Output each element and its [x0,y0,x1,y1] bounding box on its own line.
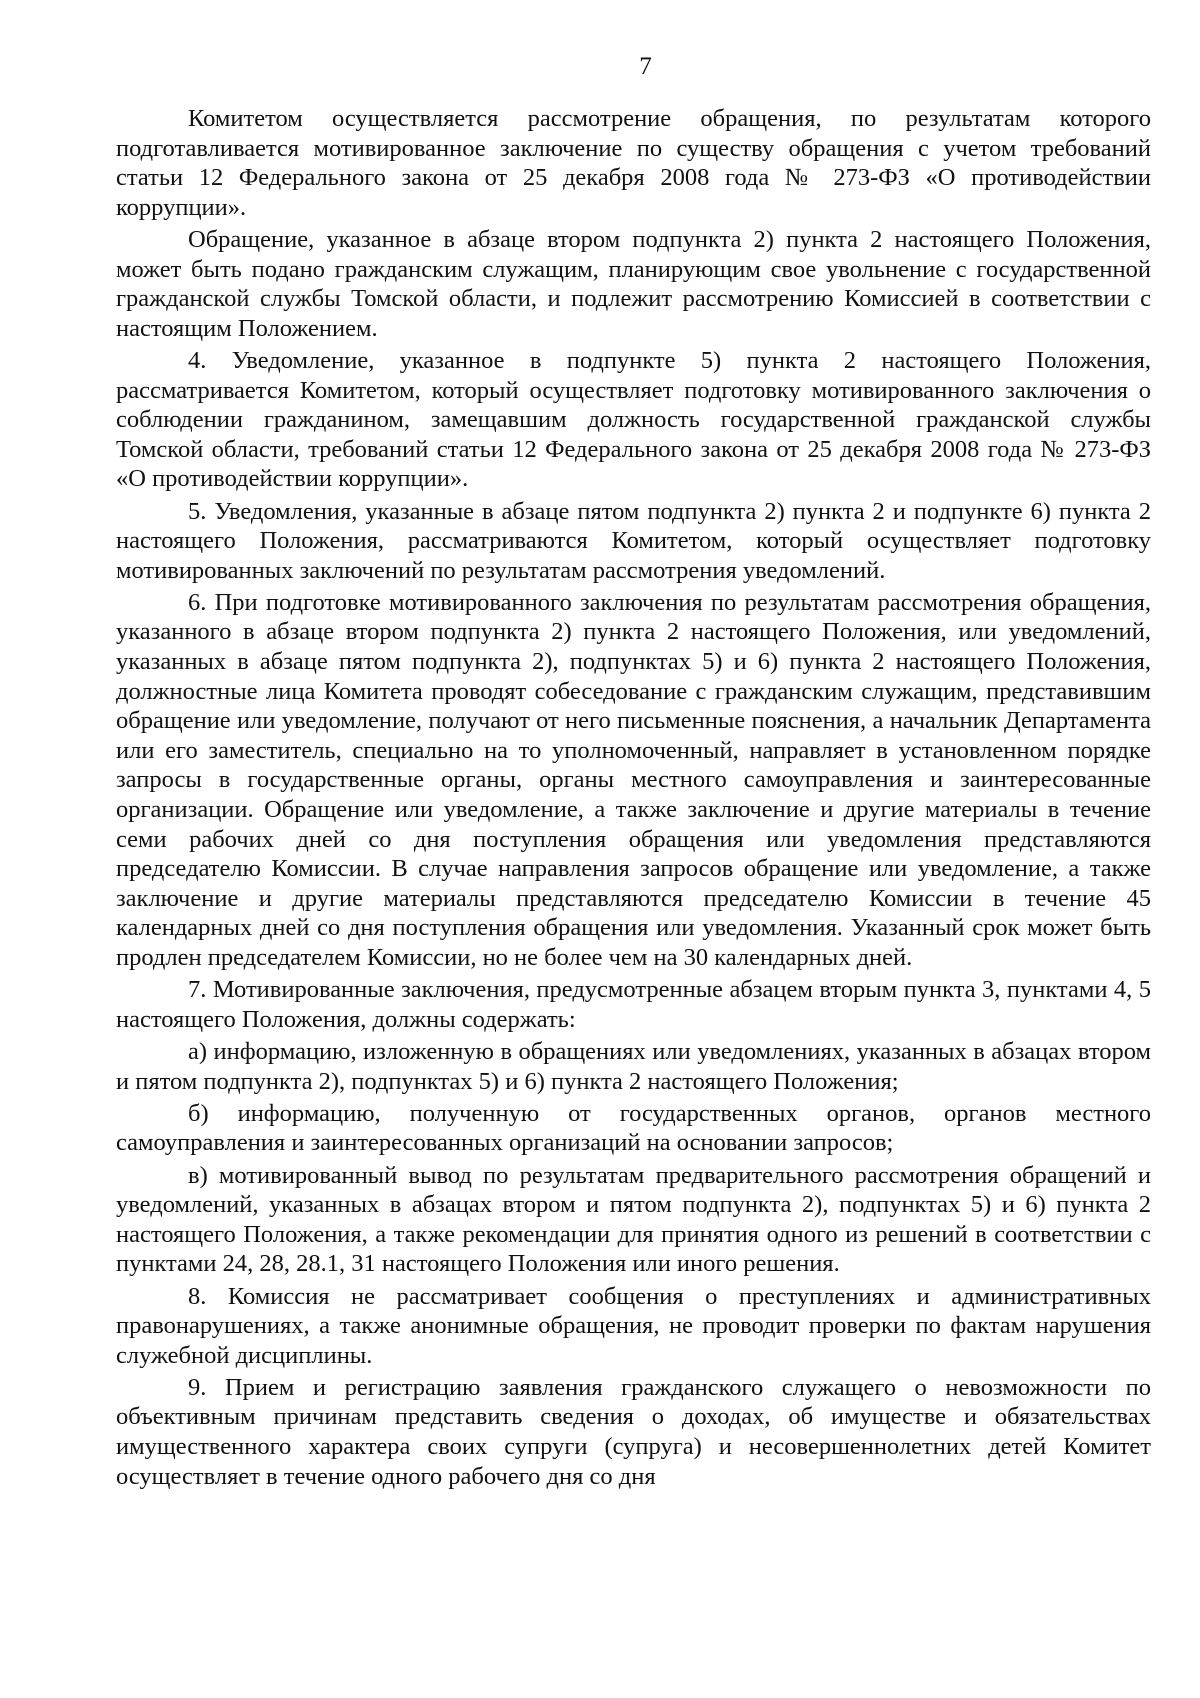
paragraph-item-6: 6. При подготовке мотивированного заключения по результатам рассмотрения обращения, указанного в абзаце втором подпункта 2) пункта 2 настоящего Положения, или уведомлений, указанных в абзаце пятом подпункта 2), подпунктах 5) и 6) пункта 2 настоящего Положения, должностные лица Комитета проводят собеседование с гражданским служащим, представившим обращение или уведомление, получают от него письменные пояснения, а начальник Департамента или его заместитель, специально на то уполномоченный, направляет в установленном порядке запросы в государственные органы, органы местного самоуправления и заинтересованные организации. Обращение или уведомление, а также заключение и другие материалы в течение семи рабочих дней со дня поступления обращения или уведомления представляются председателю Комиссии. В случае направления запросов обращение или уведомление, а также заключение и другие материалы представляются председателю Комиссии в течение 45 календарных дней со дня поступления обращения или уведомления. Указанный срок может быть продлен председателем Комиссии, но не более чем на 30 календарных дней. [116,588,1151,971]
paragraph-committee-review: Комитетом осуществляется рассмотрение обращения, по результатам которого подготавливается мотивированное заключение по существу обращения с учетом требований статьи 12 Федерального закона от 25 декабря 2008 года № 273-ФЗ «О противодействии коррупции». [116,105,1151,221]
document-page [116,52,1151,1494]
paragraph-item-7b: б) информацию, полученную от государственных органов, органов местного самоуправления и заинтересованных организаций на основании запросов; [116,1099,1151,1157]
paragraph-item-7a: а) информацию, изложенную в обращениях или уведомлениях, указанных в абзацах втором и пятом подпункта 2), подпунктах 5) и 6) пункта 2 настоящего Положения; [116,1037,1151,1095]
paragraph-item-7: 7. Мотивированные заключения, предусмотренные абзацем вторым пункта 3, пунктами 4, 5 настоящего Положения, должны содержать: [116,976,1151,1033]
paragraph-item-5: 5. Уведомления, указанные в абзаце пятом подпункта 2) пункта 2 и подпункте 6) пункта 2 настоящего Положения, рассматриваются Комитетом, который осуществляет подготовку мотивированных заключений по результатам рассмотрения уведомлений. [116,497,1151,584]
paragraph-appeal-submission: Обращение, указанное в абзаце втором подпункта 2) пункта 2 настоящего Положения, может быть подано гражданским служащим, планирующим свое увольнение с государственной гражданской службы Томской области, и подлежит рассмотрению Комиссией в соответствии с настоящим Положением. [116,225,1151,342]
paragraph-item-8: 8. Комиссия не рассматривает сообщения о преступлениях и административных правонарушениях, а также анонимные обращения, не проводит проверки по фактам нарушения служебной дисциплины. [116,1282,1151,1369]
paragraph-item-7c: в) мотивированный вывод по результатам предварительного рассмотрения обращений и уведомлений, указанных в абзацах втором и пятом подпункта 2), подпунктах 5) и 6) пункта 2 настоящего Положения, а также рекомендации для принятия одного из решений в соответствии с пунктами 24, 28, 28.1, 31 настоящего Положения или иного решения. [116,1161,1151,1278]
page-number: 7 [639,53,652,80]
paragraph-item-9: 9. Прием и регистрацию заявления гражданского служащего о невозможности по объективным причинам представить сведения о доходах, об имуществе и обязательствах имущественного характера своих супруги (супруга) и несовершеннолетних детей Комитет осуществляет в течение одного рабочего дня со дня [116,1373,1151,1490]
paragraph-item-4: 4. Уведомление, указанное в подпункте 5) пункта 2 настоящего Положения, рассматривается Комитетом, который осуществляет подготовку мотивированного заключения о соблюдении гражданином, замещавшим должность государственной гражданской службы Томской области, требований статьи 12 Федерального закона от 25 декабря 2008 года № 273-ФЗ «О противодействии коррупции». [116,346,1151,493]
